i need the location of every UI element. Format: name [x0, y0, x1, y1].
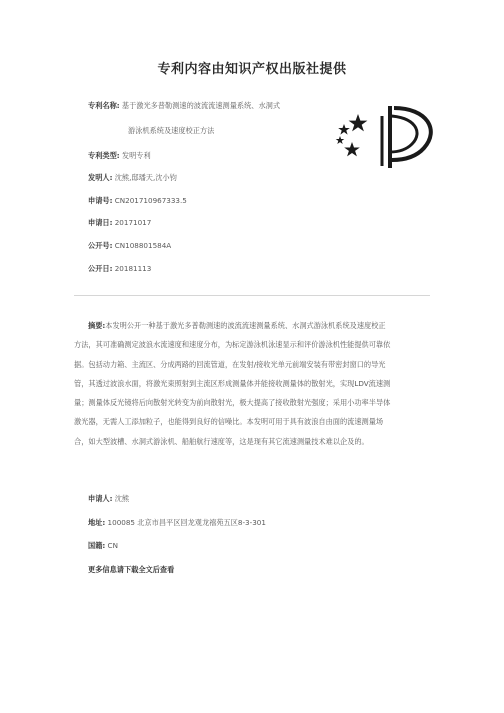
- patent-name-field: [88, 101, 280, 111]
- patent-type-value: 发明专利: [121, 151, 151, 160]
- abstract-line: 据。包括动力箱、主流区、分成两路的回流管道，在发射/接收光单元前端安装有带密封窗口的导光: [74, 359, 386, 369]
- country-label: 国籍:: [88, 541, 106, 550]
- application-number-label: 申请号:: [88, 196, 113, 205]
- applicant-value: 沈熊: [114, 494, 130, 503]
- country-field: [88, 541, 118, 551]
- country-value: CN: [107, 541, 118, 550]
- publication-date-field: [88, 264, 151, 274]
- inventor-value: 沈熊,邸璠天,沈小钧: [114, 173, 177, 182]
- publication-date-label: 公开日:: [88, 264, 113, 273]
- applicant-label: 申请人:: [88, 494, 113, 503]
- patent-type-field: [88, 151, 151, 161]
- application-number-field: [88, 196, 187, 206]
- abstract-line: 摘要:本发明公开一种基于激光多普勒测速的波流流速测量系统、水洞式游泳机系统及速度校正: [88, 321, 386, 330]
- application-number-value: CN201710967333.5: [114, 196, 187, 205]
- publication-date-value: 20181113: [114, 264, 152, 273]
- patent-name-label: 专利名称:: [88, 101, 120, 110]
- inventor-label: 发明人:: [88, 173, 113, 182]
- abstract-line: 量；测量体反光镜将后向散射光转变为前向散射光，极大提高了接收散射光强度；采用小功率半导体: [74, 398, 391, 408]
- address-field: [88, 518, 266, 528]
- abstract-label: 摘要:: [88, 321, 106, 330]
- abstract-line: 合，如大型波槽、水洞式游泳机、船舶航行速度等，这是现有其它流速测量技术难以企及的。: [74, 436, 369, 446]
- page-title: 专利内容由知识产权出版社提供: [157, 62, 347, 77]
- address-value: 100085 北京市昌平区回龙观龙禧苑五区8-3-301: [107, 518, 266, 527]
- application-date-field: [88, 218, 151, 228]
- patent-type-label: 专利类型:: [88, 151, 120, 160]
- section-divider: [74, 295, 430, 296]
- patent-name-value-cont: 游泳机系统及速度校正方法: [128, 126, 215, 135]
- abstract-line: 激光器，无需人工添加粒子，也能得到良好的信噪比。本发明可用于具有波浪自由面的流速测量场: [74, 417, 384, 427]
- patent-name-value: 基于激光多普勒测速的波流流速测量系统、水洞式: [121, 101, 281, 110]
- application-date-value: 20171017: [114, 218, 152, 227]
- abstract-line: 管，其透过波浪水面，将激光束照射到主流区形成测量体并能接收测量体的散射光，实现LDV流速测: [74, 378, 391, 388]
- address-label: 地址:: [88, 518, 106, 527]
- applicant-field: [88, 494, 129, 504]
- inventor-field: [88, 173, 177, 183]
- download-more-link[interactable]: 更多信息请下载全文后查看: [88, 565, 175, 574]
- publication-number-label: 公开号:: [88, 241, 113, 250]
- publisher-logo: [332, 100, 442, 170]
- abstract-block: [74, 316, 434, 451]
- publication-number-value: CN108801584A: [114, 241, 172, 250]
- abstract-line: 方法，其可准确测定波浪水流速度和速度分布，为标定游泳机泳速显示和评价游泳机性能提供可靠依: [74, 340, 391, 350]
- publication-number-field: [88, 241, 171, 251]
- application-date-label: 申请日:: [88, 218, 113, 227]
